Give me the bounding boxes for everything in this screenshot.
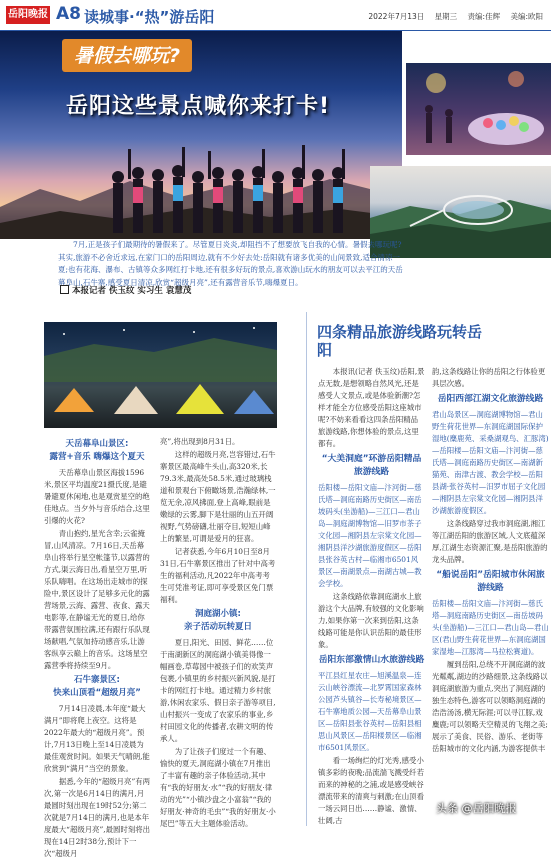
lead-paragraph: 7月,正是孩子们最期待的暑假来了。尽管夏日炎炎,却阻挡不了想要放飞自我的心情。暑假去哪玩呢?其实,旅游不必舍近求远,在家门口的岳阳周边,就有不少好去处:岳阳就有诸多优美的山间景致,适合清凉一夏;也有花海、瀑布、古镇等众多网红打卡地,还有很多好玩的景点,喜欢游山玩水的朋友可以去平江的天岳幕阜山,石牛寨,感受夏日清凉,欣赏“超级月亮”,还有露营音乐节,嗨爆夏日。 [58,240,403,287]
camping-scene [44,322,277,428]
paragraph: 这条线路穿过我市洞庭湖,湘江等江湖岳阳的旅游区域,人文底蕴深厚,江湖生态资源汇聚,是岳阳旅游的龙头品牌。 [432,519,548,564]
paragraph: 履到岳阳,总绕不开洞庭湖的波光粼粼,湖边的沙路细景,这条线路以洞庭湖旅游为重点,突出了洞庭湖的独生态特色,游客可以领略洞庭湖的浩浩汤汤,横无际涯;可以寻江豚,戏麋鹿;可以领略天空精灵的飞翔之美;展示了美食、民俗、游乐、老街等岳阳城市的文化内涵,为游客提供丰 [432,660,548,753]
paragraph: 这样的超级月亮,岂容错过,石牛寨景区最高峰牛头山,高320米,长79.3米,最高处58.5米,通过玻璃栈道和景观台下俯瞰场景,浩瀚绿林,一览无余,凉风拂面,登上高峰,眼前是嫩绿的云雾,脚下是壮丽的山五开阔视野,气势磅礴,壮丽夺目,短短山峰上的繁星,可谓是爱月的狂喜。 [160,450,276,543]
column-2 [160,436,276,831]
column-divider [306,312,307,826]
designer-credit: 美编:欧阳 [510,12,543,21]
newspaper-logo: 岳阳晚报 [6,6,50,24]
issue-weekday: 星期三 [434,12,458,21]
issue-date: 2022年7月13日 [368,12,425,21]
column-4 [432,366,549,756]
paragraph: 青山抱约,星光含幸;云雀掩冒,山风清凉。7月16日,天岳幕阜山将举行星空帐篷节,以露营的方式,渠云海日出,看星空万里,听乐队嗨唱。在这场出走城市的探险中,景区设计了足够多元化的露营场景,云海、露营、夜食、露天电影等,在静谧无光的夏日,给你带露营氛围拉满,还有跟行乐队现场献唱,气氛加持动感音乐,让游客纵享云巅上的音乐。这场星空露营季将持续至9月。 [44,529,150,670]
masthead [0,0,551,31]
camping-photo [44,322,277,428]
watermark: 头条 @岳阳晚报 [436,802,517,815]
paragraph: 天岳幕阜山景区海拔1596米,景区平均温度21摄氏度,是避暑避夏休闲地,也是观赏星空的绝佳地点。当夕外与音乐结合,这里引爆的火花? [44,468,150,525]
route-2-stops: 平江县红星农庄—旭溪温泉—连云山峡谷漂流—北罗霄国家森林公园芦头镇谷—长寿秘境景区—石牛寨地质公园—天岳幕阜山景区—岳阳县张谷英村—岳阳县相思山风景区—岳阳楼景区—临湘市6501风景区。 [318,671,422,752]
festival-scene [406,63,551,155]
hero-headline: 岳阳这些景点喊你来打卡! [66,94,331,119]
paragraph: 本报讯(记者 佚玉纹)岳阳,景点无数,是想领略自然风光,还是感受人文景点,或是体验新潮?怎样才能全方位感受岳阳这座城市呢?不妨来看看这四条岳阳精品旅游线路,你想体验的景点,这里都有。 [318,367,425,448]
route-1-stops: 岳阳楼—岳阳文庙—汴河街—慈氏塔—洞庭南路历史街区—南岳坡码头(坐游船)—三江口—君山岛—洞庭湖博物馆—旧罗市茶子文化园—湘阴县左宗棠文化园—湘阴县洋沙湖旅游度假区—岳阳县张谷英古村—临湘市6501风景区—南湖景点—南湖古城—教会学校。 [318,483,422,588]
paragraph: 7月14日凌晨,本年度“最大满月”即将爬上夜空。这将是2022年最大的“超级月亮”。预计,7月13日晚上至14日凌晨为最佳观赏时间。如果天气晴朗,能欣赏到“满月”当空的景象。 [44,704,150,773]
editor-credit: 责编:佳辉 [467,12,501,21]
paragraph: 据悉,今年的“超级月亮”有两次,第一次是6月14日的满月,月最圆时刻出现在19时52分;第二次就是7月14日的满月,也是本年度最大“超级月亮”,最圆时刻将出现在14日2时38分,预计下一次“超级月 [44,777,151,858]
paragraph: 为了让孩子们度过一个有趣、愉快的夏天,洞庭湖小镇在7月推出了丰富有趣的亲子体验活动,其中有“我的好朋友·水”“我的好朋友·律动的光”“小镇沙盘之小富翁”“我的好朋友·神奇的毛虫”“我的好朋友·小尾巴”等五大主题体验活动。 [160,747,276,828]
hero-photo [0,31,402,239]
section-title: 读城事·“热”游岳阳 [84,8,215,26]
column-1 [44,436,150,861]
issue-meta [360,11,543,22]
route-3-title: 岳阳西部江湖文化旅游线路 [437,394,544,404]
route-2-title: 岳阳东部激情山水旅游线路 [318,655,425,665]
paragraph: 亮”,将出现到8月31日。 [160,437,240,446]
subhead-shiniuzhai: 石牛寨景区: 快来山顶看“超级月亮” [53,675,141,698]
route-4-title: “船说岳阳”岳阳城市休闲旅游线路 [436,570,545,593]
page-number: A8 [56,4,81,24]
paragraph: 韵,这条线路让你的岳阳之行体验更具层次感。 [432,367,546,388]
route-1-title: “大美洞庭”环游岳阳精品旅游线路 [321,454,422,477]
paragraph: 记者获悉,今年6月10日至8月31日,石牛寨景区推出了针对中高考生的福利活动,凡2022年中高考考生可凭准考证,即可享受景区免门票福利。 [160,547,276,604]
paragraph: 看一场绚烂的灯光秀,感受小镇多彩的夜晚;品流湍飞溅受纤若而来的神秘的之浦,或是感受峡谷漂流带来的清爽与刺激;在山顶看一场云同日出……静谧、激情、壮阔,古 [318,756,424,825]
hikers-silhouette [108,143,358,237]
paragraph: 夏日,阳光、田园、鲜花……位于南湖新区的洞庭湖小镇美得像一幅画卷,草莓园中被孩子们的欢笑声包裹,小镇里的乡村振兴新风貌,是打卡的网红打卡地。通过精力乡村旅游,休闲农家乐、假日亲子游等项目,山村振兴一变成了农家乐的事业,乡村田园文化的传播者,农耕文明的传承人。 [160,638,276,743]
night-festival-photo [406,63,551,155]
paragraph: 这条线路依靠洞庭湖水上旅游这个大品牌,有较强的文化影响力,如果你第一次来到岳阳,这条线路可能是你认识岳阳的最佳形象。 [318,592,424,649]
subhead-tianyue: 天岳幕阜山景区: 露营+音乐 嗨爆这个夏天 [49,439,145,462]
column-3 [318,366,425,828]
route-3-stops: 君山岛景区—洞庭湖博物馆—君山野生荷花世界—东洞庭湖国际保护湿地(麋鹿苑、采桑湖观鸟、汇豚湾)—岳阳楼—岳阳文庙—汴河街—慈氏塔—洞庭南路历史街区—南湖新猫苑、南津古渡、教会学校—岳阳县湖·张谷英村—汨罗市屈子文化园—湘阴县左宗棠文化园—湘阴县洋沙湖旅游度假区。 [432,410,549,515]
routes-article-title: 四条精品旅游线路玩转岳阳 [317,323,483,359]
route-4-stops: 岳阳楼—岳阳文庙—汴河街—慈氏塔—洞庭南路历史街区—南岳坡码头(坐游船)—三江口—君山岛—君山区(君山野生荷花世界—东洞庭湖国家湿地—江豚湾—马拉松赛道)。 [432,599,549,656]
byline: 本报记者 佚玉纹 实习生 袁慧茂 [60,284,191,296]
subhead-dongting-town: 洞庭湖小镇: 亲子活动玩转夏日 [183,609,252,632]
hero-kicker: 暑假去哪玩? [62,39,192,72]
